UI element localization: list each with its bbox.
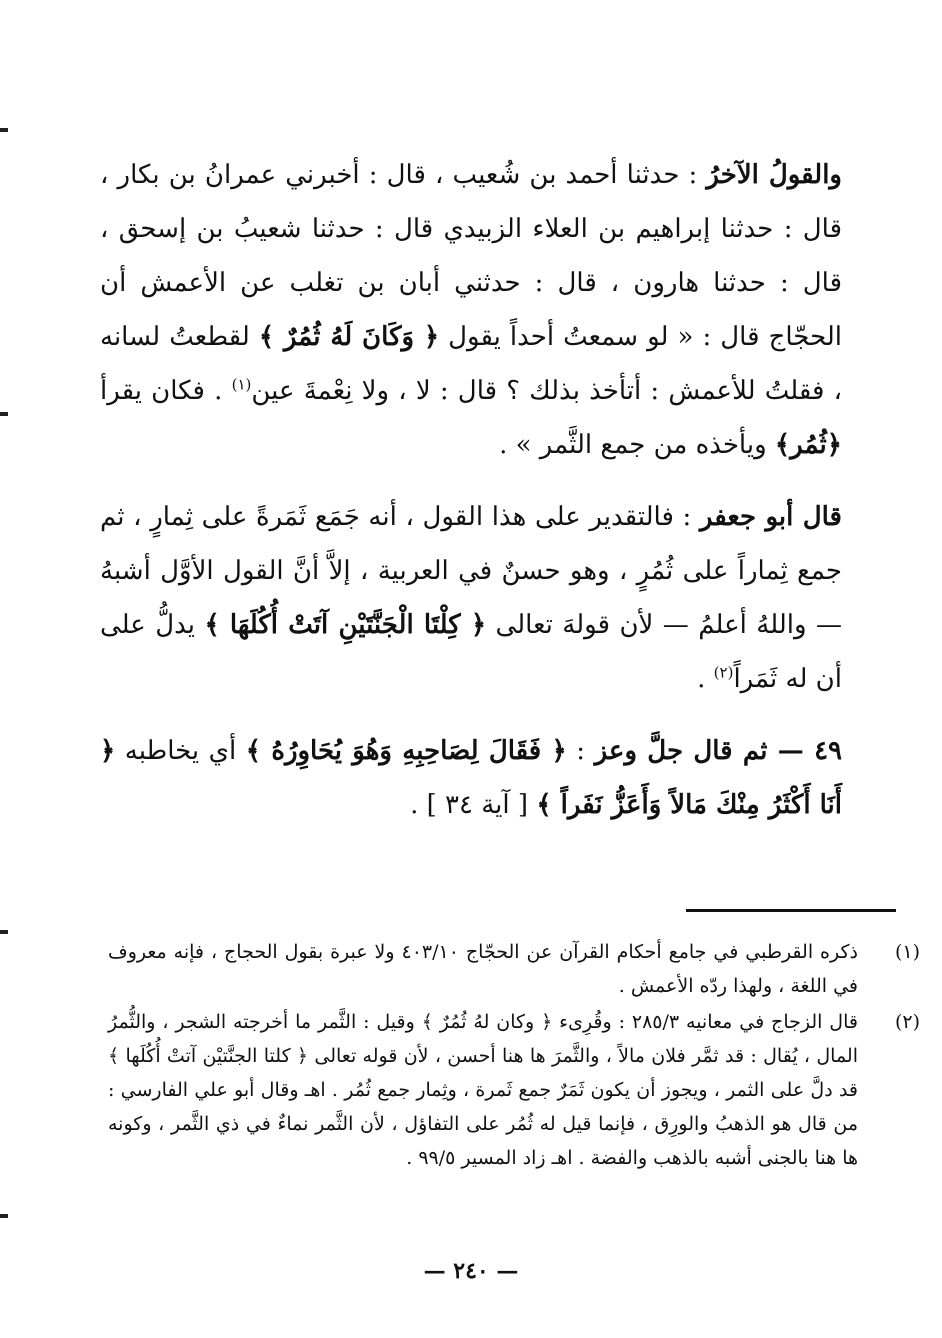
paragraph-text: . فكان يقرأ xyxy=(100,376,232,406)
footnote-ref: (١) xyxy=(231,375,252,394)
paragraph-2 xyxy=(100,490,842,706)
paragraph-text: . xyxy=(697,664,714,694)
footnotes xyxy=(108,935,920,1177)
paragraph-1 xyxy=(100,148,842,472)
binding-mark xyxy=(0,128,8,132)
paragraph-lead: والقولُ الآخرُ xyxy=(706,160,842,190)
paragraph-lead: ثم قال جلَّ وعز xyxy=(594,736,778,766)
paragraph-text: لقطعتُ لسانه ، فقلتُ للأعمش : أتأخذ بذلك ؟ قال : لا ، ولا نِعْمةَ عين xyxy=(100,322,842,406)
paragraph-text: أي يخاطبه xyxy=(115,736,246,766)
paragraph-text: [ آية ٣٤ ] . xyxy=(410,790,537,820)
quran-verse: ﴿ وَكَانَ لَهُ ثُمُرٌ ﴾ xyxy=(258,322,440,352)
binding-mark xyxy=(0,412,8,416)
footnote-2 xyxy=(108,1005,920,1175)
paragraph-text: يدلُّ على أن له ثَمَراً xyxy=(100,610,842,694)
verse-number: ٤٩ — xyxy=(777,736,842,766)
binding-mark xyxy=(0,930,8,934)
footnote-divider xyxy=(686,909,896,912)
paragraph-lead: قال أبو جعفر xyxy=(699,502,842,532)
footnote-1 xyxy=(108,935,920,1003)
quran-verse: ﴿ أَنَا أَكْثَرُ مِنْكَ مَالاً وَأَعَزُّ نَفَراً ﴾ xyxy=(100,736,842,820)
main-text xyxy=(100,148,842,832)
footnote-ref: (٢) xyxy=(713,663,734,682)
footnote-text: ذكره القرطبي في جامع أحكام القرآن عن الحجّاج ٤٠٣/١٠ ولا عبرة بقول الحجاج ، فإنه معروف في اللغة ، ولهذا ردّه الأعمش . xyxy=(108,941,858,997)
paragraph-text: ويأخذه من جمع الثَّمر » . xyxy=(499,430,775,460)
binding-mark xyxy=(0,1214,8,1218)
footnote-label: (١) xyxy=(894,941,920,963)
paragraph-text: : حدثنا أحمد بن شُعيب ، قال : أخبرني عمرانُ بن بكار ، قال : حدثنا إبراهيم بن العلاء الزبيدي قال : حدثنا شعيبُ بن إسحق ، قال : حدثنا هارون ، قال : حدثني أبان بن تغلب عن الأعمش أن الحجّاج قال : « لو سمعتُ أحداً يقول xyxy=(100,160,842,352)
footnote-label: (٢) xyxy=(894,1011,920,1033)
quran-verse: ﴿ فَقَالَ لِصَاحِبِهِ وَهُوَ يُحَاوِرُهُ ﴾ xyxy=(245,736,567,766)
quran-verse: ﴿ كِلْتَا الْجَنَّتَيْنِ آتَتْ أُكُلَهَا ﴾ xyxy=(204,610,487,640)
page-number: — ٢٤٠ — xyxy=(423,1258,519,1284)
paragraph-text: : فالتقدير على هذا القول ، أنه جَمَع ثَمَرةً على ثِمارٍ ، ثم جمع ثِماراً على ثُمُرٍ ، وهو حسنٌ في العربية ، إلاَّ أنَّ القول الأوَّل أشبهُ — واللهُ أعلمُ — لأن قولهَ تعالى xyxy=(100,502,842,640)
paragraph-text: : xyxy=(566,736,595,766)
quran-verse: ﴿ثُمُر﴾ xyxy=(774,430,842,460)
footnote-text: قال الزجاج في معانيه ٢٨٥/٣ : وقُرِىء ﴿ وكان لهُ ثُمُرٌ ﴾ وقيل : الثَّمر ما أخرجته الشجر ، والثُّمرُ المال ، يُقال : قد ثمَّر فلان مالاً ، والثَّمرَ ها هنا أحسن ، لأن قوله تعالى ﴿ كلتا الجنَّتيْن آتتْ أُكُلَها ﴾ قد دلَّ على الثمر ، ويجوز أن يكون ثَمَرٌ جمع ثَمرة ، وثِمار جمع ثُمُر . اهـ وقال أبو علي الفارسي : من قال هو الذهبُ والورِق ، فإنما قيل له ثُمُر على التفاؤل ، لأن الثَّمر نماءٌ في ذي الثَّمر ، وكونه ها هنا بالجنى أشبه بالذهب والفضة . اهـ زاد المسير ٩٩/٥ . xyxy=(108,1011,858,1169)
paragraph-3 xyxy=(100,724,842,832)
